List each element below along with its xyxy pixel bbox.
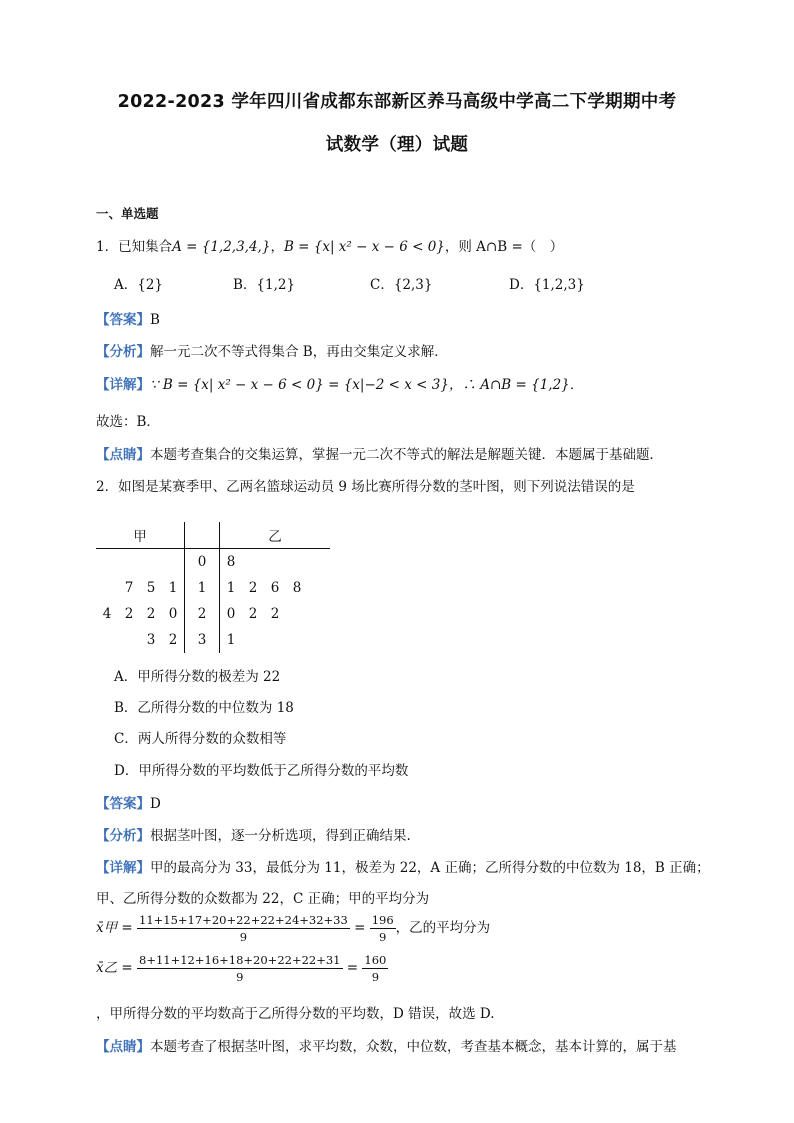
leaf-left (118, 627, 140, 653)
stem-cell: 1 (185, 575, 220, 601)
q1-comment (96, 443, 663, 463)
mean-b-label: x̄乙 = (96, 960, 133, 976)
leaf-right: 2 (270, 606, 280, 622)
leaf-right (286, 627, 308, 653)
fraction-denominator: 9 (239, 930, 248, 944)
leaf-left (162, 549, 185, 576)
table-row (96, 627, 330, 653)
q1-answer (96, 308, 160, 328)
stem-cell: 2 (185, 601, 220, 627)
q1-detail (96, 373, 583, 393)
leaf-right: 0 (226, 606, 236, 622)
q2-comment (96, 1035, 677, 1055)
q2-detail (96, 856, 710, 876)
leaf-right (308, 575, 330, 601)
leaf-left: 2 (124, 606, 134, 622)
q2-option-d: D．甲所得分数的平均数低于乙所得分数的平均数 (114, 763, 409, 779)
q1-option-a: A．{2} (114, 277, 164, 293)
stem-cell: 0 (185, 549, 220, 576)
answer-tag: 【答案】 (96, 796, 150, 812)
detail-tag: 【详解】 (96, 377, 150, 393)
q1-analysis (96, 340, 448, 360)
leaf-right: 8 (292, 580, 302, 596)
table-header-yi: 乙 (220, 522, 331, 549)
equals-sign: = (354, 920, 366, 936)
q2-detail-line2: 甲、乙所得分数的众数都为 22，C 正确；甲的平均分为 (96, 891, 430, 907)
fraction-numerator: 8+11+12+16+18+20+22+22+31 (139, 953, 341, 967)
q2-option-c: C．两人所得分数的众数相等 (114, 731, 287, 747)
q1-set-b: B = {x| x² − x − 6 < 0} (283, 239, 445, 255)
mean-a-fraction (137, 913, 350, 944)
mean-b-result (362, 953, 388, 984)
q2-mean-b (96, 953, 388, 984)
leaf-left: 5 (146, 580, 156, 596)
q1-detail-text: ∵ B = {x| x² − x − 6 < 0} = {x|−2 < x < 3}，∴ A∩B = {1,2}． (150, 377, 584, 393)
detail-tag: 【详解】 (96, 860, 150, 876)
q1-option-b: B．{1,2} (233, 277, 296, 293)
q2-comment-text: 本题考查了根据茎叶图，求平均数，众数，中位数，考查基本概念，基本计算的，属于基 (150, 1039, 677, 1055)
q2-detail-line1: 甲的最高分为 33，最低分为 11，极差为 22，A 正确；乙所得分数的中位数为 18，B 正确； (150, 860, 710, 876)
leaf-right (308, 601, 330, 627)
stem-cell: 3 (185, 627, 220, 653)
comment-tag: 【点睛】 (96, 1039, 150, 1055)
q1-option-d: D．{1,2,3} (509, 277, 585, 293)
leaf-right: 2 (248, 606, 258, 622)
q1-conclusion: 故选：B． (96, 414, 160, 430)
leaf-right (308, 549, 330, 576)
leaf-left: 2 (168, 632, 178, 648)
q2-option-b: B．乙所得分数的中位数为 18 (114, 700, 294, 716)
fraction-numerator: 196 (371, 913, 394, 927)
q1-comment-text: 本题考查集合的交集运算，掌握一元二次不等式的解法是解题关键．本题属于基础题． (150, 447, 663, 463)
table-row (96, 549, 330, 576)
leaf-left: 4 (102, 606, 112, 622)
leaf-right (308, 627, 330, 653)
table-row (96, 575, 330, 601)
page-title-line1: 2022-2023 学年四川省成都东部新区养马高级中学高二下学期期中考 (117, 92, 677, 112)
question-2-stem: 2．如图是某赛季甲、乙两名篮球运动员 9 场比赛所得分数的茎叶图，则下列说法错误的是 (96, 479, 635, 495)
leaf-left (96, 575, 118, 601)
leaf-left (140, 549, 162, 576)
leaf-right: 1 (226, 580, 236, 596)
leaf-left: 1 (168, 580, 178, 596)
leaf-left: 7 (124, 580, 134, 596)
leaf-left (96, 627, 118, 653)
page-title-line2: 试数学（理）试题 (325, 135, 469, 155)
comment-tag: 【点睛】 (96, 447, 150, 463)
q1-option-c: C．{2,3} (370, 277, 433, 293)
stem-leaf-table (96, 522, 330, 653)
q2-detail-line3: ，甲所得分数的平均数高于乙所得分数的平均数，D 错误，故选 D. (96, 1006, 495, 1022)
leaf-right (286, 549, 308, 576)
leaf-left: 3 (146, 632, 156, 648)
q1-set-a: A = {1,2,3,4,} (172, 239, 271, 255)
q2-option-a: A．甲所得分数的极差为 22 (114, 669, 281, 685)
mean-b-fraction (137, 953, 342, 984)
analysis-tag: 【分析】 (96, 344, 150, 360)
q2-analysis (96, 824, 411, 844)
fraction-denominator: 9 (379, 930, 387, 944)
leaf-left (96, 549, 118, 576)
q2-mean-a (96, 913, 490, 944)
fraction-numerator: 160 (364, 953, 387, 967)
leaf-left: 2 (146, 606, 156, 622)
q1-answer-value: B (150, 312, 160, 328)
fraction-denominator: 9 (236, 970, 244, 984)
table-header-stem (185, 522, 220, 549)
leaf-right (264, 627, 286, 653)
q1-stem-prefix: 1．已知集合 (96, 239, 173, 255)
q2-answer-value: D (150, 796, 161, 812)
mean-a-label: x̄甲 = (96, 920, 133, 936)
table-row (96, 601, 330, 627)
fraction-denominator: 9 (371, 970, 380, 984)
leaf-left (118, 549, 140, 576)
leaf-right: 8 (226, 554, 236, 570)
leaf-right (242, 549, 264, 576)
leaf-right: 2 (248, 580, 258, 596)
mean-a-suffix: ，乙的平均分为 (395, 920, 491, 936)
q1-analysis-text: 解一元二次不等式得集合 B，再由交集定义求解． (150, 344, 448, 360)
fraction-numerator: 11+15+17+20+22+22+24+32+33 (139, 913, 348, 927)
q1-stem-suffix: ，则 A∩B =（ ） (444, 239, 564, 255)
leaf-right (264, 549, 286, 576)
q2-answer (96, 792, 161, 812)
leaf-right (242, 627, 264, 653)
equals-sign: = (346, 960, 359, 976)
question-1-stem: 1．已知集合A = {1,2,3,4,}，B = {x| x² − x − 6 < 0}，则 A∩B =（ ） (96, 239, 564, 255)
section-heading: 一、单选题 (96, 206, 159, 221)
leaf-right (286, 601, 308, 627)
q2-analysis-text: 根据茎叶图，逐一分析选项，得到正确结果. (150, 828, 411, 844)
leaf-left: 0 (168, 606, 178, 622)
leaf-right: 1 (226, 632, 236, 648)
mean-a-result (370, 913, 396, 944)
answer-tag: 【答案】 (96, 312, 150, 328)
table-header-jia: 甲 (96, 522, 185, 549)
leaf-right: 6 (270, 580, 280, 596)
analysis-tag: 【分析】 (96, 828, 150, 844)
